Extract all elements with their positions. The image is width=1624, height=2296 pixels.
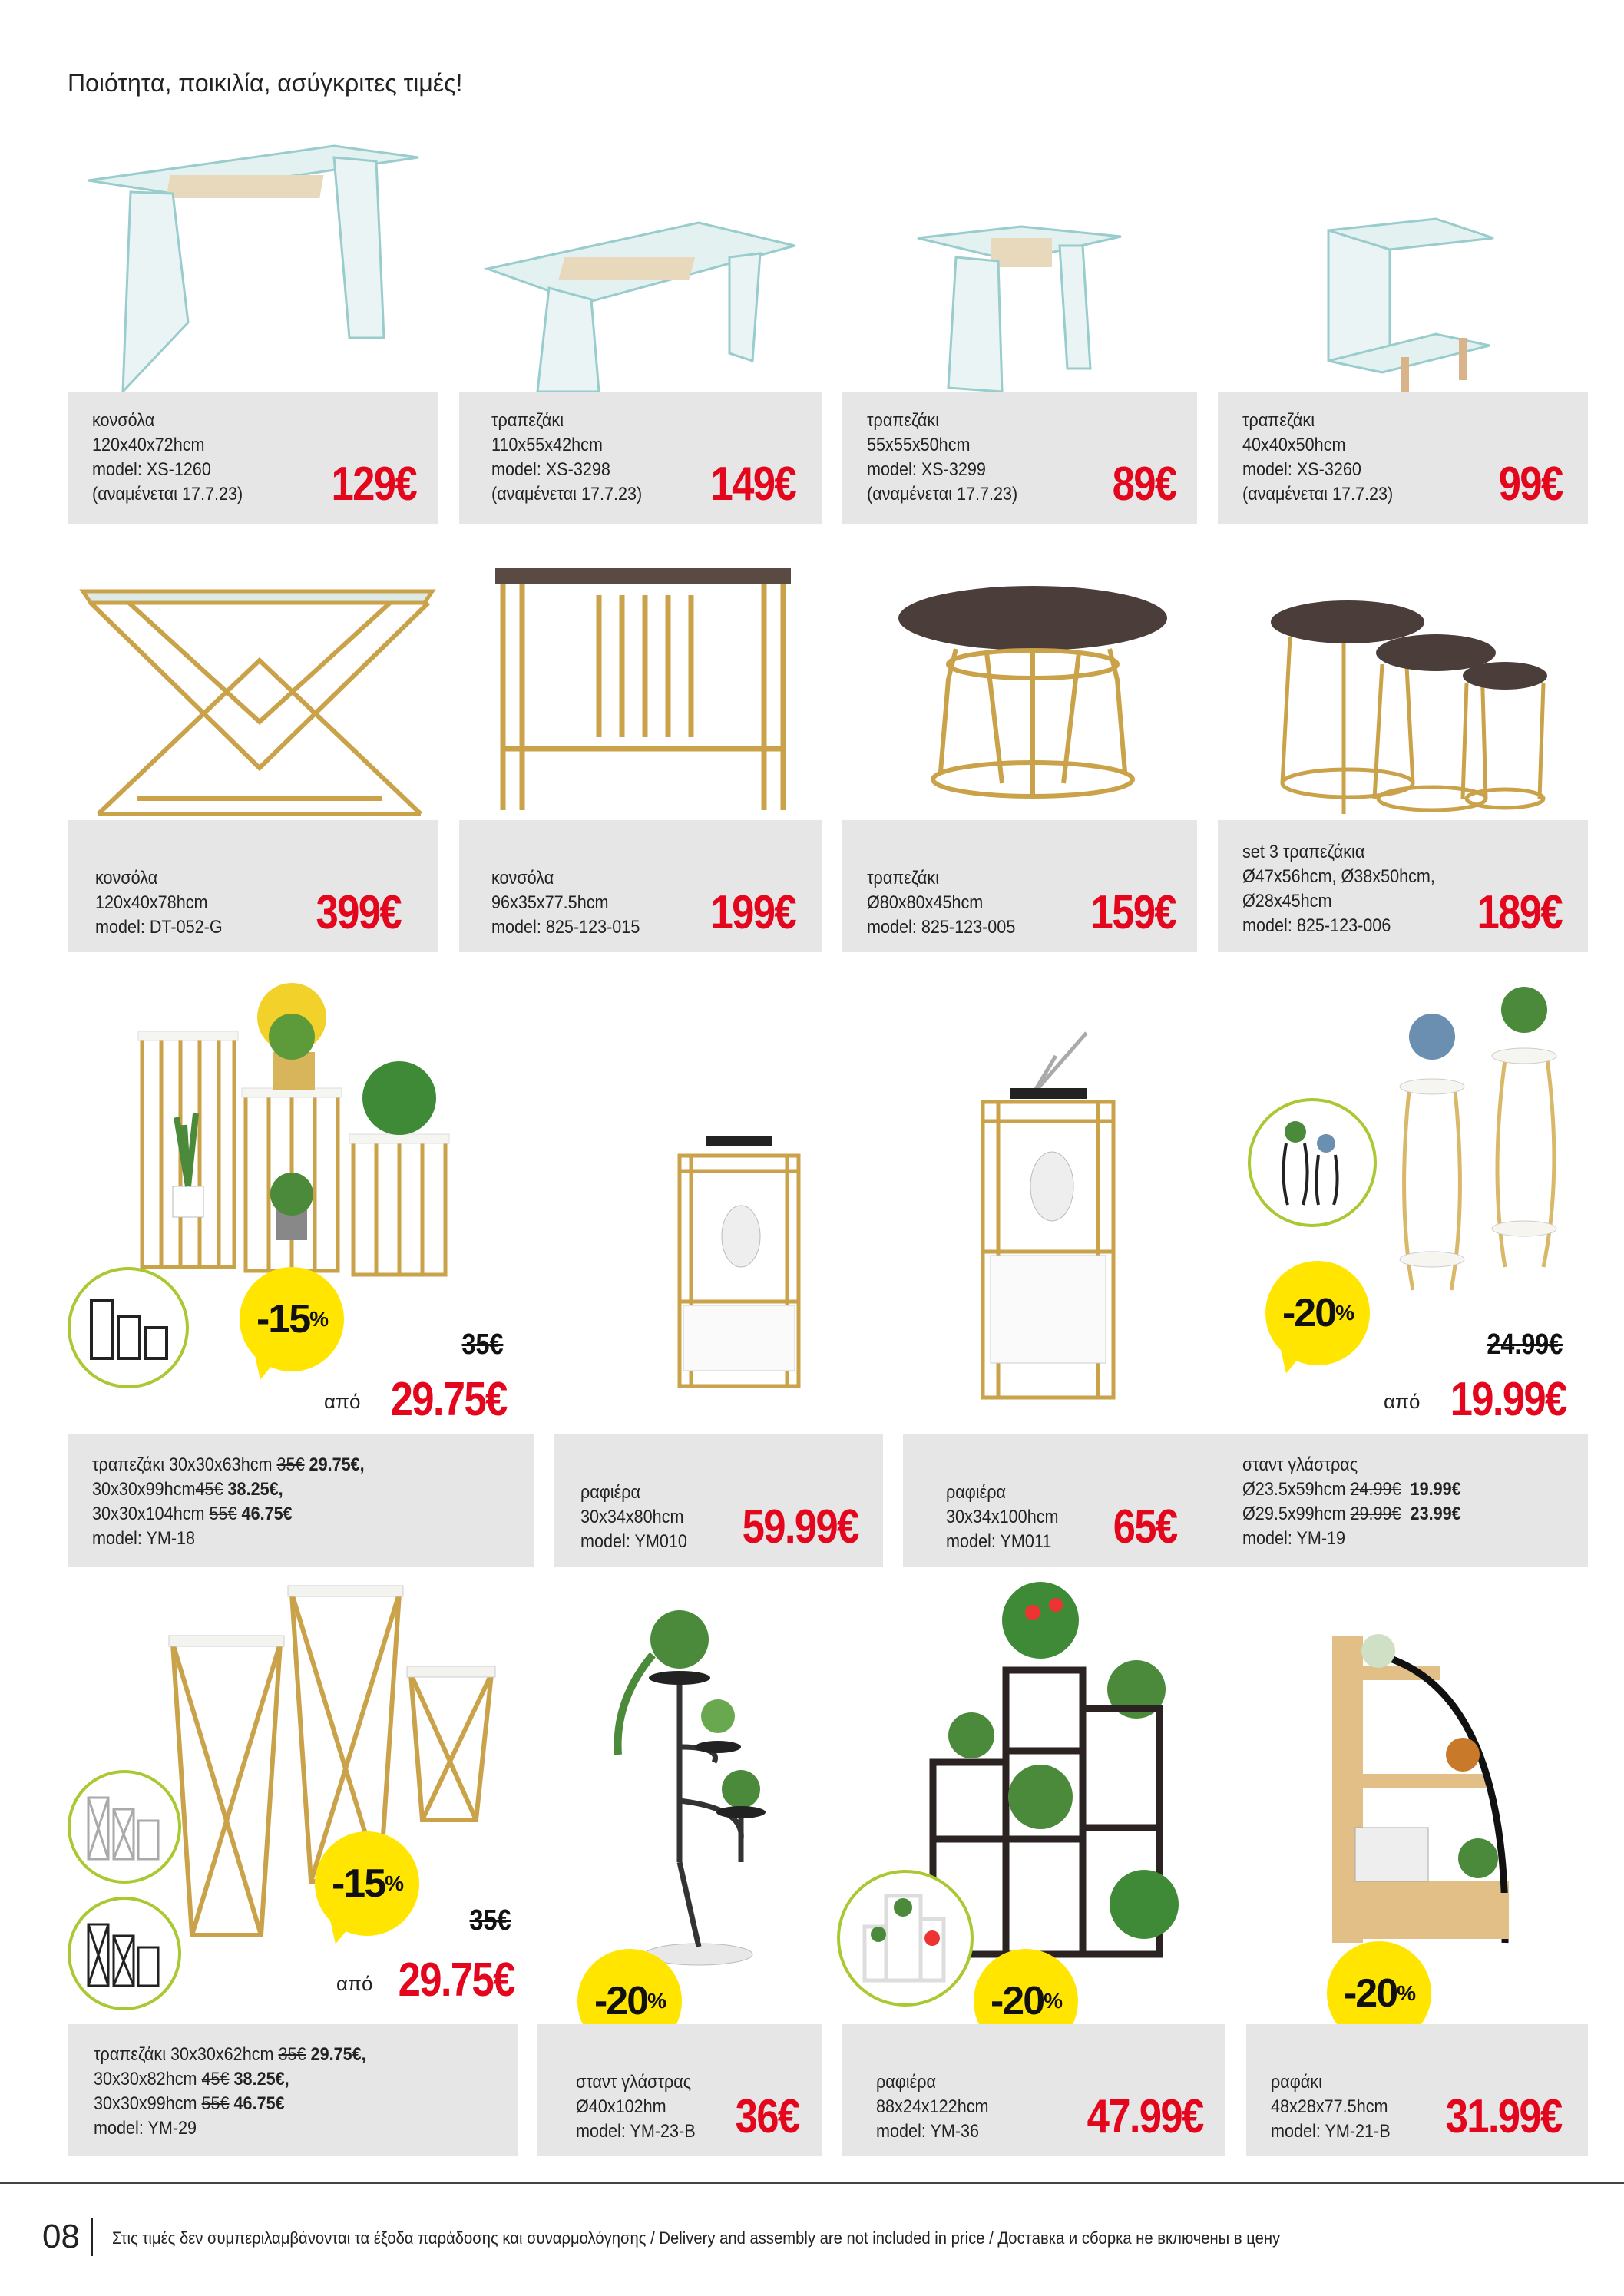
variant-thumbnail-black <box>68 1897 181 2010</box>
from-label: από <box>1384 1390 1421 1413</box>
variant-thumbnail-black <box>1248 1098 1377 1227</box>
product-card <box>459 820 822 952</box>
product-price: 65€ <box>1113 1500 1176 1553</box>
product-card <box>1246 2024 1588 2156</box>
product-price: 99€ <box>1498 458 1562 511</box>
product-card <box>459 392 822 524</box>
product-type: σταντ γλάστρας <box>576 2072 692 2093</box>
footer-divider <box>0 2182 1624 2184</box>
product-price: 199€ <box>710 886 795 939</box>
product-image-curved-wood-shelf <box>1325 1628 1524 1950</box>
variant-size: 30x30x62hcm <box>170 2044 274 2065</box>
discount-badge: -15 % <box>315 1831 419 1936</box>
product-image-glass-coffee-table <box>484 215 799 399</box>
from-label: από <box>336 1972 373 1995</box>
product-card <box>842 2024 1225 2156</box>
discount-badge: -20 % <box>577 1949 682 2053</box>
discount-badge: -20 % <box>1265 1261 1370 1365</box>
product-type: σταντ γλάστρας <box>1242 1454 1358 1475</box>
product-image-glass-s-table <box>1321 215 1505 399</box>
variant-new-price: 46.75€ <box>241 1504 293 1524</box>
variant-size: 30x30x63hcm <box>169 1454 273 1475</box>
product-model: model: YM-36 <box>876 2121 980 2142</box>
product-model: model: XS-3260 <box>1242 459 1361 480</box>
old-price: 35€ <box>461 1328 503 1361</box>
product-card <box>842 392 1197 524</box>
variant-size: 30x30x82hcm <box>94 2069 197 2089</box>
product-card <box>68 392 438 524</box>
product-price: 89€ <box>1112 458 1176 511</box>
discount-value: -20 <box>1282 1291 1336 1335</box>
white-stands-icon <box>84 1790 161 1863</box>
product-size: 120x40x78hcm <box>95 892 208 913</box>
product-model: model: 825-123-015 <box>491 917 640 938</box>
product-price: 29.75€ <box>399 1954 514 2007</box>
variant-new-price: 19.99€ <box>1410 1479 1461 1500</box>
discount-value: -20 <box>594 1979 648 2023</box>
product-image-gold-x-console <box>83 568 436 822</box>
product-price: 19.99€ <box>1450 1373 1566 1426</box>
product-image-gold-plant-stands <box>134 964 457 1279</box>
product-model: model: YM-29 <box>94 2118 197 2139</box>
product-image-tall-gold-shelf <box>979 1025 1117 1401</box>
variant-old-price: 35€ <box>278 2044 306 2065</box>
footer-note: Στις τιμές δεν συμπεριλαμβάνονται τα έξοδα παράδοσης και συναρμολόγησης / Delivery and assembly are not included in price / Доставка и сборка не включены в цену <box>112 2228 1281 2248</box>
product-model: model: 825-123-006 <box>1242 915 1391 936</box>
variant-new-price: 38.25€, <box>233 2069 289 2089</box>
variant-thumbnail-black <box>68 1267 189 1388</box>
product-size: 55x55x50hcm <box>867 435 971 455</box>
product-price: 159€ <box>1090 886 1176 939</box>
product-model: model: XS-3299 <box>867 459 986 480</box>
variant-new-price: 38.25€, <box>227 1479 283 1500</box>
product-type: τραπεζάκι <box>94 2044 167 2065</box>
white-plant-shelf-icon <box>863 1892 948 1984</box>
variant-size: 30x30x99hcm <box>92 1479 196 1500</box>
product-size: 110x55x42hcm <box>491 435 603 455</box>
black-plant-stand-icon <box>1272 1117 1349 1209</box>
product-size: 120x40x72hcm <box>92 435 205 455</box>
discount-value: -15 <box>256 1297 310 1342</box>
variant-new-price: 29.75€, <box>310 2044 366 2065</box>
variant-old-price: 24.99€ <box>1350 1479 1401 1500</box>
product-model: model: XS-3298 <box>491 459 610 480</box>
product-type: τραπεζάκι <box>867 410 940 431</box>
variant-thumbnail-white <box>837 1870 974 2007</box>
variant-old-price: 55€ <box>209 1504 237 1524</box>
product-size: 96x35x77.5hcm <box>491 892 609 913</box>
product-card <box>1218 1434 1588 1567</box>
old-price: 24.99€ <box>1487 1328 1563 1361</box>
variant-new-price: 29.75€, <box>309 1454 365 1475</box>
variant-old-price: 45€ <box>201 2069 230 2089</box>
product-size: 30x34x100hcm <box>946 1507 1059 1527</box>
product-size: Ø40x102hm <box>576 2096 666 2117</box>
variant-new-price: 23.99€ <box>1410 1504 1461 1524</box>
product-model: model: YM-18 <box>92 1528 196 1549</box>
discount-value: -20 <box>1343 1971 1397 2016</box>
product-image-glass-side-table <box>914 215 1129 399</box>
product-card <box>68 1434 534 1567</box>
product-type: set 3 τραπεζάκια <box>1242 842 1365 862</box>
product-image-nesting-tables <box>1267 591 1551 822</box>
discount-badge: -15 % <box>240 1267 344 1371</box>
product-type: κονσόλα <box>491 868 554 888</box>
product-card <box>68 820 438 952</box>
product-type: ραφιέρα <box>876 2072 936 2093</box>
product-size: 40x40x50hcm <box>1242 435 1346 455</box>
variant-old-price: 29.99€ <box>1350 1504 1401 1524</box>
product-price: 59.99€ <box>743 1500 858 1553</box>
product-model: model: DT-052-G <box>95 917 223 938</box>
product-type: τραπεζάκι <box>1242 410 1315 431</box>
product-price: 47.99€ <box>1087 2090 1203 2143</box>
product-card <box>68 2024 518 2156</box>
variant-new-price: 46.75€ <box>233 2093 285 2114</box>
product-type: τραπεζάκι <box>92 1454 165 1475</box>
product-price: 149€ <box>710 458 795 511</box>
old-price: 35€ <box>469 1904 511 1937</box>
product-price: 29.75€ <box>391 1373 507 1426</box>
variant-size: Ø29.5x99hcm <box>1242 1504 1346 1524</box>
from-label: από <box>324 1390 361 1413</box>
product-card <box>537 2024 822 2156</box>
product-image-spiral-plant-stand <box>599 1609 776 1970</box>
product-model: model: YM010 <box>580 1531 687 1552</box>
variant-old-price: 55€ <box>201 2093 230 2114</box>
product-type: κονσόλα <box>92 410 155 431</box>
page-tagline: Ποιότητα, ποικιλία, ασύγκριτες τιμές! <box>68 69 463 97</box>
product-size: Ø47x56hcm, Ø38x50hcm, <box>1242 866 1435 887</box>
product-model: model: XS-1260 <box>92 459 211 480</box>
product-type: ραφάκι <box>1271 2072 1322 2093</box>
product-size: Ø80x80x45hcm <box>867 892 984 913</box>
product-card <box>1218 392 1588 524</box>
product-image-glass-console <box>77 138 430 392</box>
product-availability: (αναμένεται 17.7.23) <box>92 484 243 505</box>
product-price: 31.99€ <box>1446 2090 1562 2143</box>
product-availability: (αναμένεται 17.7.23) <box>867 484 1018 505</box>
product-model: model: YM-21-B <box>1271 2121 1391 2142</box>
product-type: τραπεζάκι <box>867 868 940 888</box>
product-price: 36€ <box>735 2090 799 2143</box>
product-availability: (αναμένεται 17.7.23) <box>1242 484 1394 505</box>
variant-size: 30x30x104hcm <box>92 1504 205 1524</box>
product-card <box>1218 820 1588 952</box>
product-image-round-gold-table <box>895 584 1171 806</box>
product-model: model: YM-23-B <box>576 2121 696 2142</box>
product-price: 399€ <box>316 886 401 939</box>
discount-badge: -20 % <box>1327 1941 1431 2046</box>
product-type: ραφιέρα <box>580 1482 640 1503</box>
product-type: τραπεζάκι <box>491 410 564 431</box>
page-number-divider <box>91 2218 93 2256</box>
product-price: 129€ <box>331 458 416 511</box>
variant-old-price: 45€ <box>195 1479 223 1500</box>
product-availability: (αναμένεται 17.7.23) <box>491 484 643 505</box>
discount-value: -20 <box>990 1979 1044 2023</box>
product-card <box>903 1434 1239 1567</box>
product-image-small-gold-shelf <box>672 1136 806 1394</box>
black-stands-icon <box>84 1917 161 1990</box>
product-model: model: YM011 <box>946 1531 1052 1552</box>
product-model: model: 825-123-005 <box>867 917 1016 938</box>
product-image-white-gold-stands <box>1390 975 1566 1298</box>
product-size: 48x28x77.5hcm <box>1271 2096 1388 2117</box>
discount-badge: -20 % <box>974 1949 1078 2053</box>
product-type: ραφιέρα <box>946 1482 1006 1503</box>
product-image-gold-bar-console <box>491 564 795 814</box>
page-number: 08 <box>42 2218 80 2255</box>
product-size: Ø28x45hcm <box>1242 891 1332 911</box>
variant-size: Ø23.5x59hcm <box>1242 1479 1346 1500</box>
product-card <box>554 1434 883 1567</box>
product-card <box>842 820 1197 952</box>
product-size: 88x24x122hcm <box>876 2096 989 2117</box>
variant-size: 30x30x99hcm <box>94 2093 197 2114</box>
product-model: model: YM-19 <box>1242 1528 1346 1549</box>
product-type: κονσόλα <box>95 868 158 888</box>
variant-thumbnail-white <box>68 1770 181 1884</box>
variant-old-price: 35€ <box>276 1454 305 1475</box>
product-price: 189€ <box>1477 886 1562 939</box>
black-stands-icon <box>88 1293 172 1362</box>
product-size: 30x34x80hcm <box>580 1507 684 1527</box>
discount-value: -15 <box>331 1861 385 1906</box>
